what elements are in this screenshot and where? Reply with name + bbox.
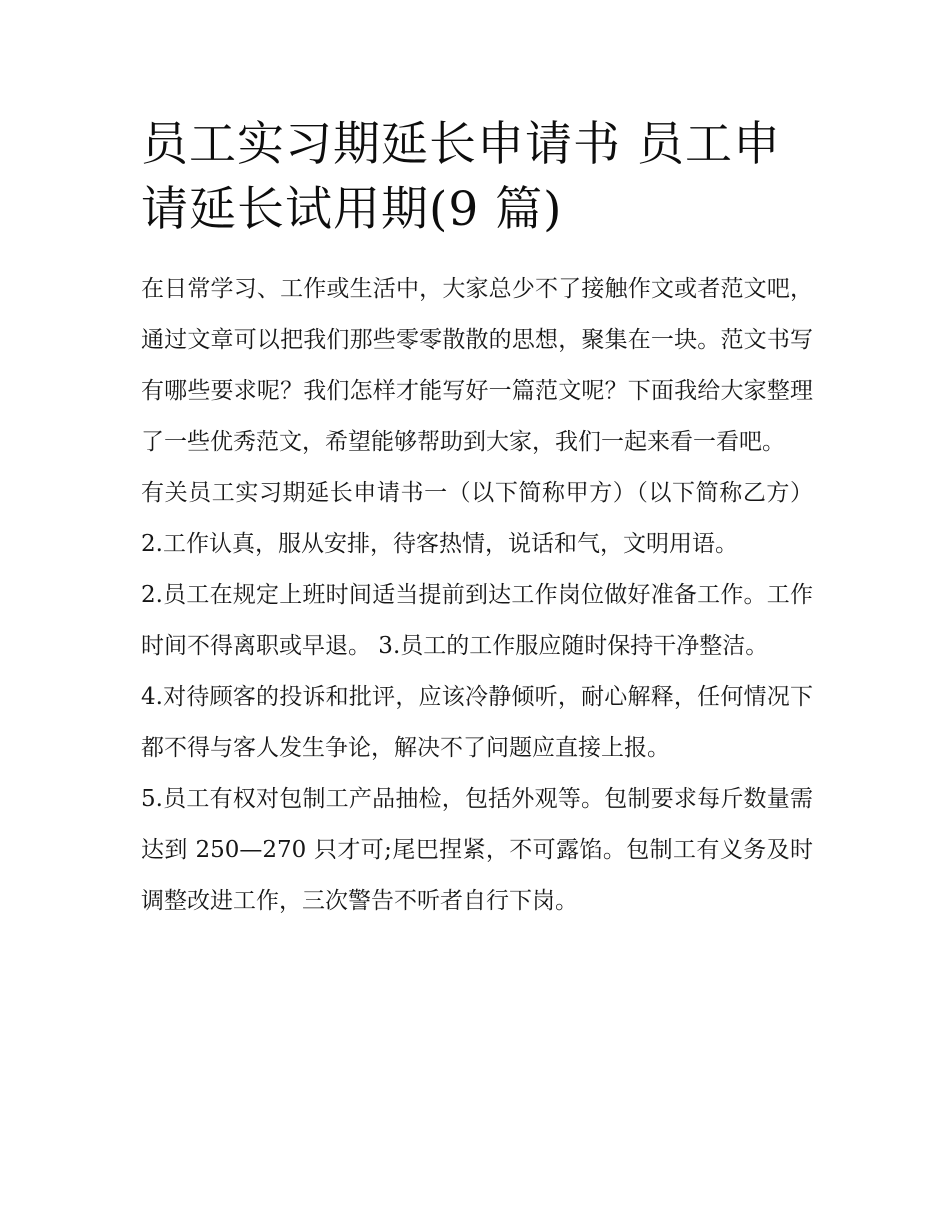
- document-page: [141, 112, 813, 927]
- paragraph-rule-2: 2.员工在规定上班时间适当提前到达工作岗位做好准备工作。工作时间不得离职或早退。 3.员工的工作服应随时保持干净整洁。: [141, 582, 813, 659]
- document-title: 员工实习期延长申请书 员工申请延长试用期(9 篇): [141, 117, 781, 237]
- paragraph-section-one: 有关员工实习期延长申请书一（以下简称甲方）（以下简称乙方） 2.工作认真，服从安排，待客热情，说话和气，文明用语。: [141, 480, 813, 557]
- document-body: [141, 264, 813, 927]
- paragraph-rule-4: 4.对待顾客的投诉和批评，应该冷静倾听，耐心解释，任何情况下都不得与客人发生争论，解决不了问题应直接上报。: [141, 684, 813, 761]
- intro-paragraph: 在日常学习、工作或生活中，大家总少不了接触作文或者范文吧，通过文章可以把我们那些零零散散的思想，聚集在一块。范文书写有哪些要求呢？我们怎样才能写好一篇范文呢？下面我给大家整理了一些优秀范文，希望能够帮助到大家，我们一起来看一看吧。: [141, 276, 813, 455]
- paragraph-rule-5: 5.员工有权对包制工产品抽检，包括外观等。包制要求每斤数量需达到 250—270 只才可;尾巴捏紧，不可露馅。包制工有义务及时调整改进工作，三次警告不听者自行下岗。: [141, 786, 813, 914]
